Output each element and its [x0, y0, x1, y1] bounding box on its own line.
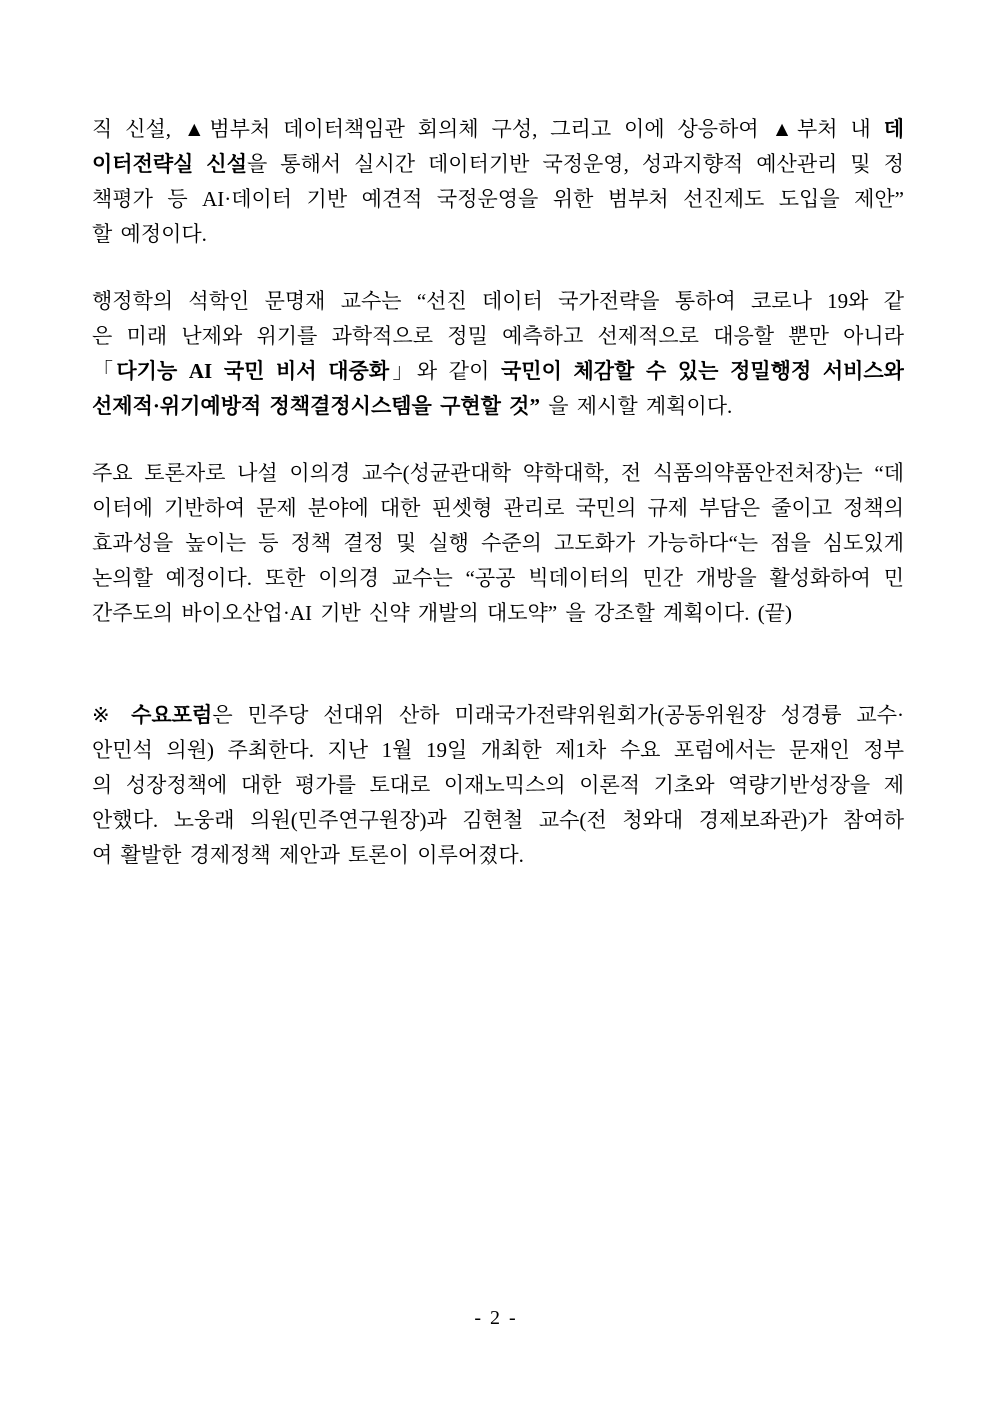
text-run: 할 예정이다.: [92, 222, 207, 246]
text-line: [92, 182, 904, 217]
text-line: [92, 389, 904, 424]
text-run: 이터에 기반하여 문제 분야에 대한 핀셋형 관리로 국민의 규제 부담은 줄이고 정책의: [92, 496, 904, 520]
paragraph-2: [92, 284, 904, 424]
text-run-bold: 데: [883, 117, 904, 141]
text-line: [92, 733, 904, 768]
paragraph-1: [92, 112, 904, 252]
text-run: 직 신설, ▲범부처 데이터책임관 회의체 구성, 그리고 이에 상응하여 ▲부처 내: [92, 117, 884, 141]
text-line: [92, 803, 904, 838]
text-line: [92, 491, 904, 526]
paragraph-4-note: [92, 698, 904, 873]
text-run: 」와 같이: [389, 359, 501, 383]
text-run: 논의할 예정이다. 또한 이의경 교수는 “공공 빅데이터의 민간 개방을 활성화하여 민: [92, 566, 904, 590]
text-line: [92, 217, 904, 252]
document-body: [92, 112, 904, 873]
text-run: 「: [92, 359, 117, 383]
text-run: 안민석 의원) 주최한다. 지난 1월 19일 개최한 제1차 수요 포럼에서는 문재인 정부: [92, 738, 904, 762]
text-line: [92, 456, 904, 491]
reference-mark: ※: [92, 703, 132, 727]
text-line: [92, 147, 904, 182]
text-run-bold: 선제적·위기예방적 정책결정시스템을 구현할 것”: [92, 394, 540, 418]
text-line: [92, 284, 904, 319]
text-line: [92, 698, 904, 733]
text-line: [92, 526, 904, 561]
text-run: 을 제시할 계획이다.: [539, 394, 733, 418]
text-line: [92, 596, 904, 631]
text-line: [92, 319, 904, 354]
text-run: 안했다. 노웅래 의원(민주연구원장)과 김현철 교수(전 청와대 경제보좌관)가 참여하: [92, 808, 904, 832]
text-run: 은 미래 난제와 위기를 과학적으로 정밀 예측하고 선제적으로 대응할 뿐만 아니라: [92, 324, 904, 348]
text-run: 의 성장정책에 대한 평가를 토대로 이재노믹스의 이론적 기초와 역량기반성장을 제: [92, 773, 904, 797]
text-run: 효과성을 높이는 등 정책 결정 및 실행 수준의 고도화가 가능하다“는 점을 심도있게: [92, 531, 904, 555]
text-run: 책평가 등 AI·데이터 기반 예견적 국정운영을 위한 범부처 선진제도 도입을 제안”: [92, 187, 904, 211]
text-run: 간주도의 바이오산업·AI 기반 신약 개발의 대도약” 을 강조할 계획이다. (끝): [92, 601, 792, 625]
text-line: [92, 354, 904, 389]
text-run-bold: 이터전략실 신설: [92, 152, 248, 176]
text-run-bold: 다기능 AI 국민 비서 대중화: [116, 359, 390, 383]
paragraph-3: [92, 456, 904, 631]
text-line: [92, 112, 904, 147]
text-run-bold: 수요포럼: [131, 703, 213, 727]
text-line: [92, 561, 904, 596]
text-run: 은 민주당 선대위 산하 미래국가전략위원회가(공동위원장 성경륭 교수·: [212, 703, 904, 727]
text-run: 을 통해서 실시간 데이터기반 국정운영, 성과지향적 예산관리 및 정: [247, 152, 904, 176]
page-number: - 2 -: [474, 1307, 518, 1329]
text-line: [92, 838, 904, 873]
text-run: 여 활발한 경제정책 제안과 토론이 이루어졌다.: [92, 843, 524, 867]
text-run: 행정학의 석학인 문명재 교수는 “선진 데이터 국가전략을 통하여 코로나 19와 같: [92, 289, 904, 313]
text-run: 주요 토론자로 나설 이의경 교수(성균관대학 약학대학, 전 식품의약품안전처장)는 “데: [92, 461, 904, 485]
text-run-bold: 국민이 체감할 수 있는 정밀행정 서비스와: [501, 359, 904, 383]
text-line: [92, 768, 904, 803]
